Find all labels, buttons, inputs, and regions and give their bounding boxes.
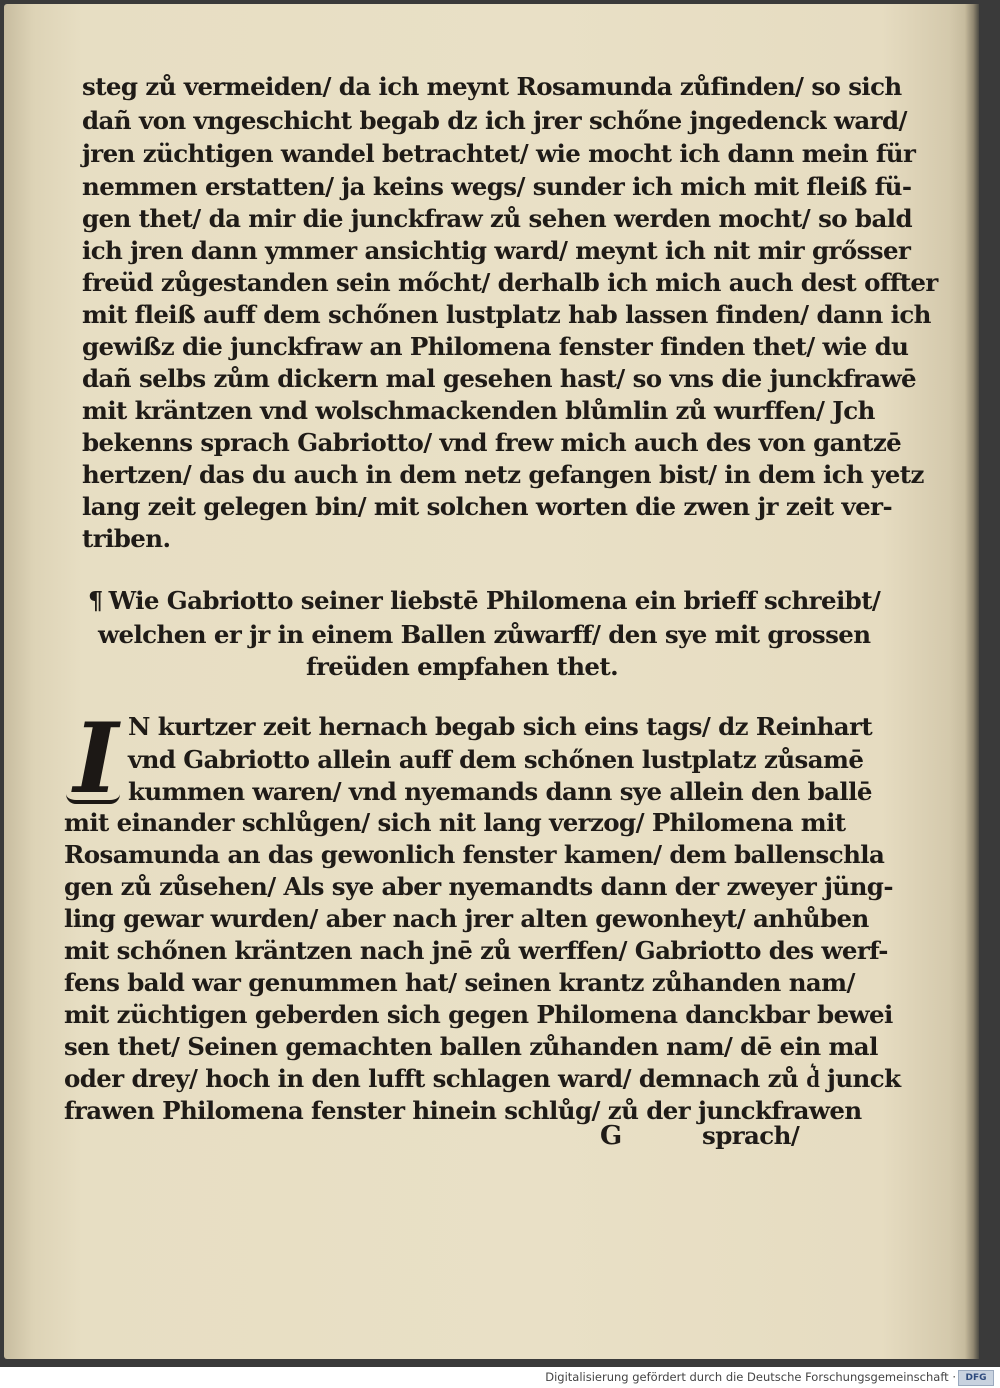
text-line: steg zů vermeiden/ da ich meynt Rosamunda zůfinden/ so sich (82, 72, 902, 101)
text-line: mit einander schlůgen/ sich nit lang verzog/ Philomena mit (64, 808, 846, 837)
text-line: mit züchtigen geberden sich gegen Philomena danckbar bewei (64, 1000, 893, 1029)
text-line: kummen waren/ vnd nyemands dann sye allein den ballē (128, 777, 872, 806)
text-line: ling gewar wurden/ aber nach jrer alten gewonheyt/ anhůben (64, 904, 869, 933)
chapter-heading-line: freüden empfahen thet. (306, 652, 619, 681)
text-line: jren züchtigen wandel betrachtet/ wie mocht ich dann mein für (82, 139, 916, 168)
text-line: gewißz die junckfraw an Philomena fenster finden thet/ wie du (82, 332, 909, 361)
text-line: freüd zůgestanden sein mőcht/ derhalb ich mich auch dest offter (82, 268, 938, 297)
chapter-heading-line: welchen er jr in einem Ballen zůwarff/ den sye mit grossen (98, 620, 871, 649)
text-line: mit fleiß auff dem schőnen lustplatz hab lassen finden/ dann ich (82, 300, 931, 329)
text-line: fens bald war genummen hat/ seinen krantz zůhanden nam/ (64, 968, 855, 997)
text-line: mit schőnen kräntzen nach jnē zů werffen/ Gabriotto des werf- (64, 936, 888, 965)
text-line: N kurtzer zeit hernach begab sich eins tags/ dz Reinhart (128, 712, 873, 741)
dfg-logo: DFG (958, 1370, 994, 1386)
text-line: vnd Gabriotto allein auff dem schőnen lustplatz zůsamē (128, 745, 864, 774)
paragraph-mark: ¶ (88, 586, 103, 615)
text-line: oder drey/ hoch in den lufft schlagen ward/ demnach zů d͛ junck (64, 1064, 901, 1093)
text-line: mit kräntzen vnd wolschmackenden blůmlin zů wurffen/ Jch (82, 396, 875, 425)
decorated-initial: I (60, 706, 132, 812)
text-line: nemmen erstatten/ ja keins wegs/ sunder ich mich mit fleiß fü- (82, 172, 912, 201)
text-line: triben. (82, 524, 171, 553)
text-line: gen thet/ da mir die junckfraw zů sehen werden mocht/ so bald (82, 204, 912, 233)
text-line: hertzen/ das du auch in dem netz gefangen bist/ in dem ich yetz (82, 460, 924, 489)
footer-bar (0, 1367, 1000, 1388)
text-line: bekenns sprach Gabriotto/ vnd frew mich auch des von gantzē (82, 428, 902, 457)
text-line: lang zeit gelegen bin/ mit solchen worten die zwen jr zeit ver- (82, 492, 893, 521)
signature-mark: G (600, 1121, 623, 1151)
text-line: dañ selbs zům dickern mal gesehen hast/ so vns die junckfrawē (82, 364, 916, 393)
chapter-heading-line: ¶ Wie Gabriotto seiner liebstē Philomena ein brieff schreibt/ (88, 586, 881, 615)
text-line: Rosamunda an das gewonlich fenster kamen/ dem ballenschla (64, 840, 885, 869)
text-line: gen zů zůsehen/ Als sye aber nyemandts dann der zweyer jüng- (64, 872, 893, 901)
funding-note: Digitalisierung gefördert durch die Deutsche Forschungsgemeinschaft · (545, 1370, 956, 1384)
text-line: sen thet/ Seinen gemachten ballen zůhanden nam/ dē ein mal (64, 1032, 878, 1061)
catchword: sprach/ (702, 1121, 800, 1150)
text-line: frawen Philomena fenster hinein schlůg/ zů der junckfrawen (64, 1096, 862, 1125)
text-line: ich jren dann ymmer ansichtig ward/ meynt ich nit mir grősser (82, 236, 911, 265)
text-line: dañ von vngeschicht begab dz ich jrer schőne jngedenck ward/ (82, 106, 907, 135)
